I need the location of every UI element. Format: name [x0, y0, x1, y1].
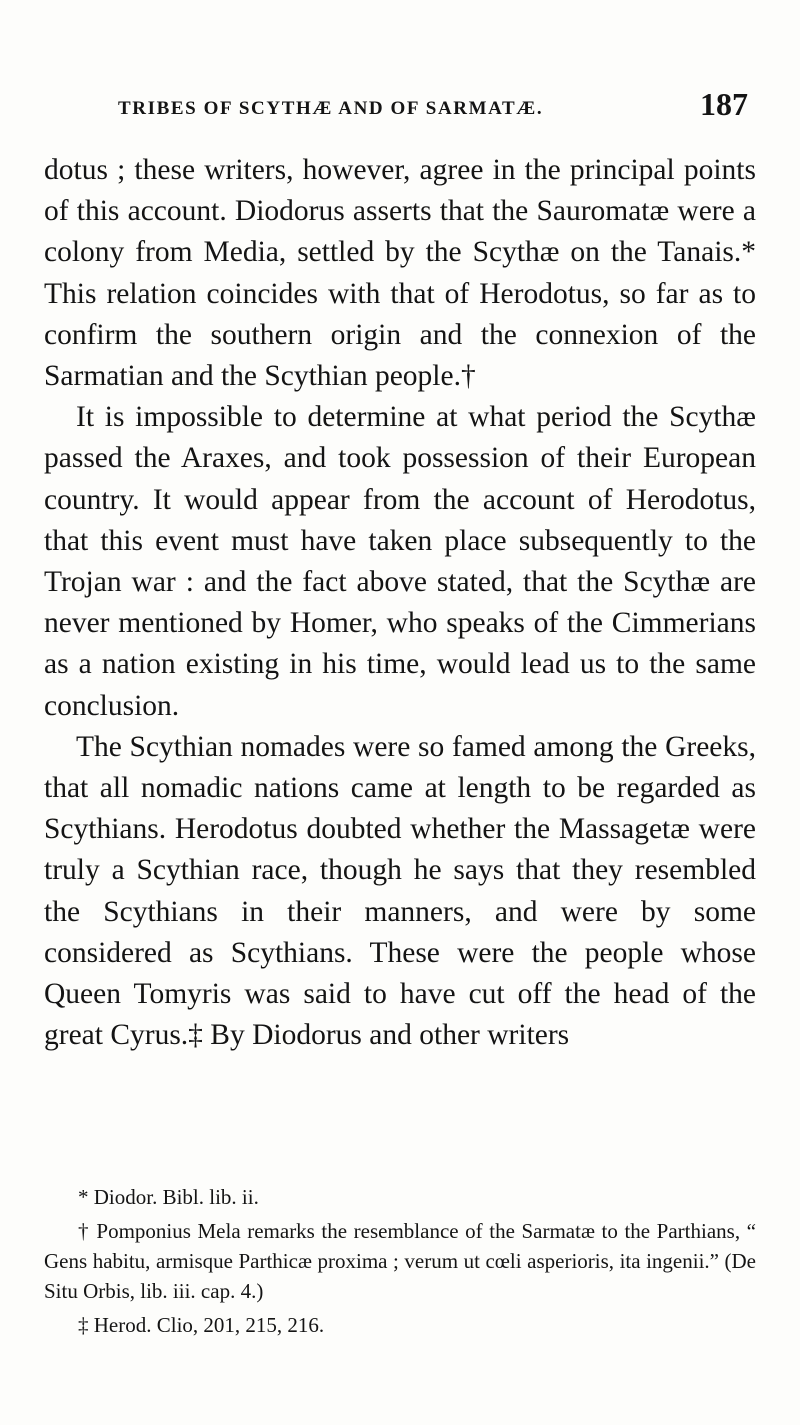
paragraph-scythian-nomades: The Scythian nomades were so famed among the Greeks, that all nomadic nations came at length to be regarded as Scythians. Herodotus doubted whether the Massagetæ were truly a Scythian race, though he says that they resembled the Scythians in their manners, and were by some considered as Scythians. These were the people whose Queen Tomyris was said to have cut off the head of the great Cyrus.‡ By Diodorus and other writers: [44, 730, 756, 1052]
paragraph-continuation: dotus ; these writers, however, agree in the principal points of this account. Diodorus asserts that the Sauromatæ were a colony from Media, settled by the Scythæ on the Tanais.* This relation coincides with that of Herodotus, so far as to confirm the southern origin and the connexion of the Sarmatian and the Scythian people.†: [44, 154, 756, 393]
footnotes: [44, 1182, 756, 1340]
footnote-herodotus: ‡ Herod. Clio, 201, 215, 216.: [78, 1313, 325, 1337]
body-text: [44, 150, 756, 1056]
footnote-diodorus: * Diodor. Bibl. lib. ii.: [78, 1185, 259, 1209]
footnote-pomponius-mela: † Pomponius Mela remarks the resemblance of the Sarmatæ to the Parthians, “ Gens habitu, armisque Parthicæ proxima ; verum ut cœli asperioris, ita ingenii.” (De Situ Orbis, lib. iii. cap. 4.): [44, 1219, 756, 1303]
page-header: [118, 86, 748, 126]
page-number: 187: [700, 86, 748, 122]
paragraph-scythae-period: It is impossible to determine at what period the Scythæ passed the Araxes, and took possession of their European country. It would appear from the account of Herodotus, that this event must have taken place subsequently to the Trojan war : and the fact above stated, that the Scythæ are never mentioned by Homer, who speaks of the Cimmerians as a nation existing in his time, would lead us to the same conclusion.: [44, 401, 756, 722]
running-head: TRIBES OF SCYTHÆ AND OF SARMATÆ.: [118, 98, 544, 119]
